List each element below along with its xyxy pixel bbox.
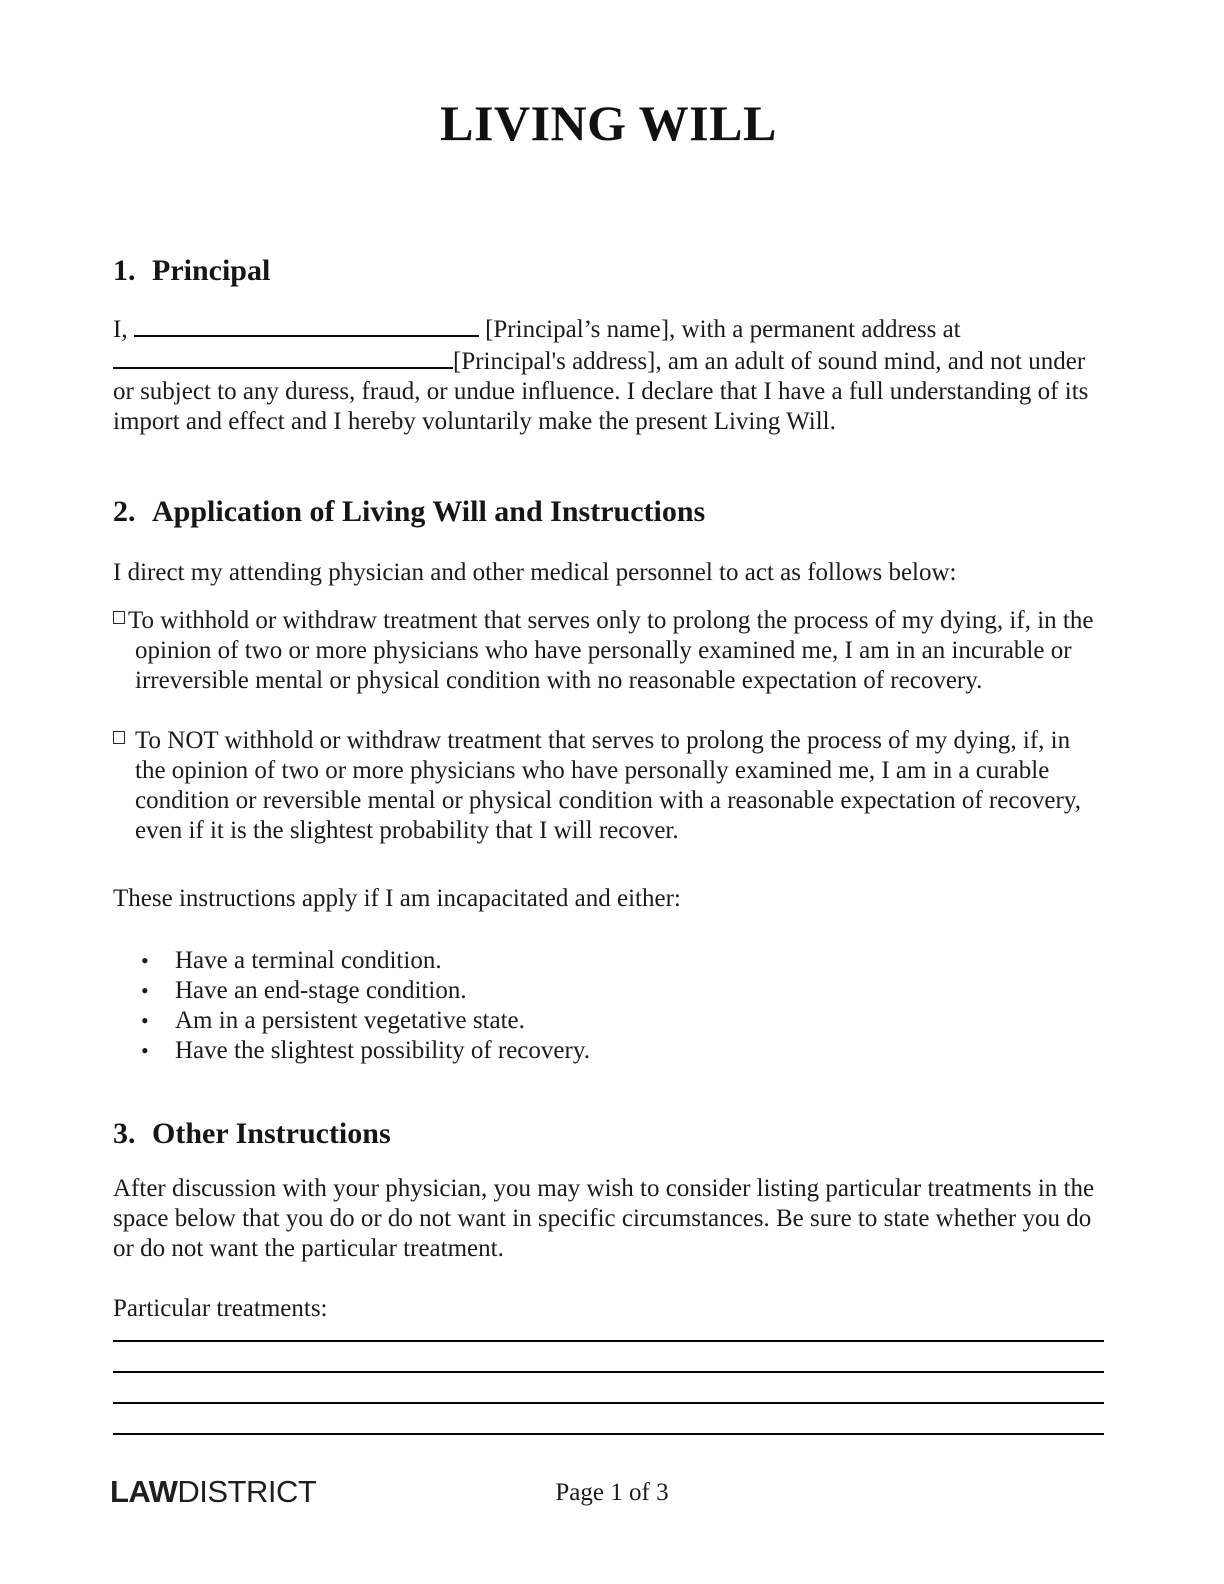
section-heading-application: [113, 494, 1104, 530]
condition-item-recovery: [113, 1036, 1104, 1066]
section-heading-label: Other Instructions: [152, 1116, 391, 1150]
application-intro-text: I direct my attending physician and other medical personnel to act as follows below:: [113, 558, 957, 586]
treatment-write-in-line[interactable]: [113, 1371, 1104, 1373]
page-number: Page 1 of 3: [555, 1479, 669, 1506]
section-heading-other-instructions: [113, 1116, 1104, 1152]
declaration-name-text: [Principal’s name], with a permanent address at: [485, 315, 961, 343]
condition-item-terminal: [113, 946, 1104, 976]
treatment-write-in-line[interactable]: [113, 1340, 1104, 1342]
treatment-write-in-line[interactable]: [113, 1433, 1104, 1435]
condition-text: Have the slightest possibility of recovery.: [175, 1036, 590, 1064]
particular-treatments-label: Particular treatments:: [113, 1294, 328, 1322]
section-heading-label: Application of Living Will and Instructions: [152, 494, 706, 528]
section-number: 3.: [113, 1116, 136, 1150]
bullet-icon: •: [141, 1007, 149, 1033]
logo-district-text: DISTRICT: [177, 1474, 317, 1509]
principal-name-blank[interactable]: [134, 313, 479, 337]
logo-law-text: LAW: [110, 1474, 178, 1509]
withhold-option-item: [113, 606, 1104, 696]
declaration-address-text: [Principal's address], am an adult of sound mind, and not under or subject to any duress, fraud, or undue influence. I declare that I have a full understanding of its import and effect and I hereby voluntarily make the present Living Will.: [113, 347, 1089, 435]
section-heading-label: Principal: [152, 253, 271, 287]
not-withhold-option-text: To NOT withhold or withdraw treatment that serves to prolong the process of my dying, if, in the opinion of two or more physicians who have personally examined me, I am in a curable condition or reversible mental or physical condition with a reasonable expectation of recovery, even if it is the slightest probability that I will recover.: [135, 726, 1081, 844]
section-number: 1.: [113, 253, 136, 287]
treatments-write-in-area: [113, 1340, 1104, 1435]
not-withhold-option-item: [113, 726, 1104, 846]
withhold-treatment-checkbox[interactable]: [113, 611, 125, 624]
other-instructions-text: After discussion with your physician, you may wish to consider listing particular treatments in the space below that you do or do not want in specific circumstances. Be sure to state whether you do or do not want the particular treatment.: [113, 1174, 1095, 1262]
condition-item-vegetative: [113, 1006, 1104, 1036]
lawdistrict-logo: [110, 1476, 316, 1508]
treatment-write-in-line[interactable]: [113, 1402, 1104, 1404]
withhold-option-text: To withhold or withdraw treatment that serves only to prolong the process of my dying, if, in the opinion of two or more physicians who have personally examined me, I am in an incurable or irreversible mental or physical condition with no reasonable expectation of recovery.: [128, 606, 1094, 694]
principal-declaration-paragraph: [113, 313, 1104, 437]
condition-text: Have an end-stage condition.: [175, 976, 467, 1004]
not-withhold-treatment-checkbox[interactable]: [113, 731, 125, 744]
conditions-list: [113, 946, 1104, 1066]
conditions-intro-text: These instructions apply if I am incapacitated and either:: [113, 884, 681, 912]
principal-address-blank[interactable]: [113, 345, 453, 369]
bullet-icon: •: [141, 947, 149, 973]
section-number: 2.: [113, 494, 136, 528]
condition-text: Have a terminal condition.: [175, 946, 442, 974]
condition-text: Am in a persistent vegetative state.: [175, 1006, 525, 1034]
declaration-lead-text: I,: [113, 315, 128, 343]
bullet-icon: •: [141, 977, 149, 1003]
document-title: LIVING WILL: [440, 95, 777, 151]
page-footer: [0, 1476, 1224, 1516]
bullet-icon: •: [141, 1037, 149, 1063]
section-heading-principal: [113, 253, 1104, 289]
condition-item-end-stage: [113, 976, 1104, 1006]
